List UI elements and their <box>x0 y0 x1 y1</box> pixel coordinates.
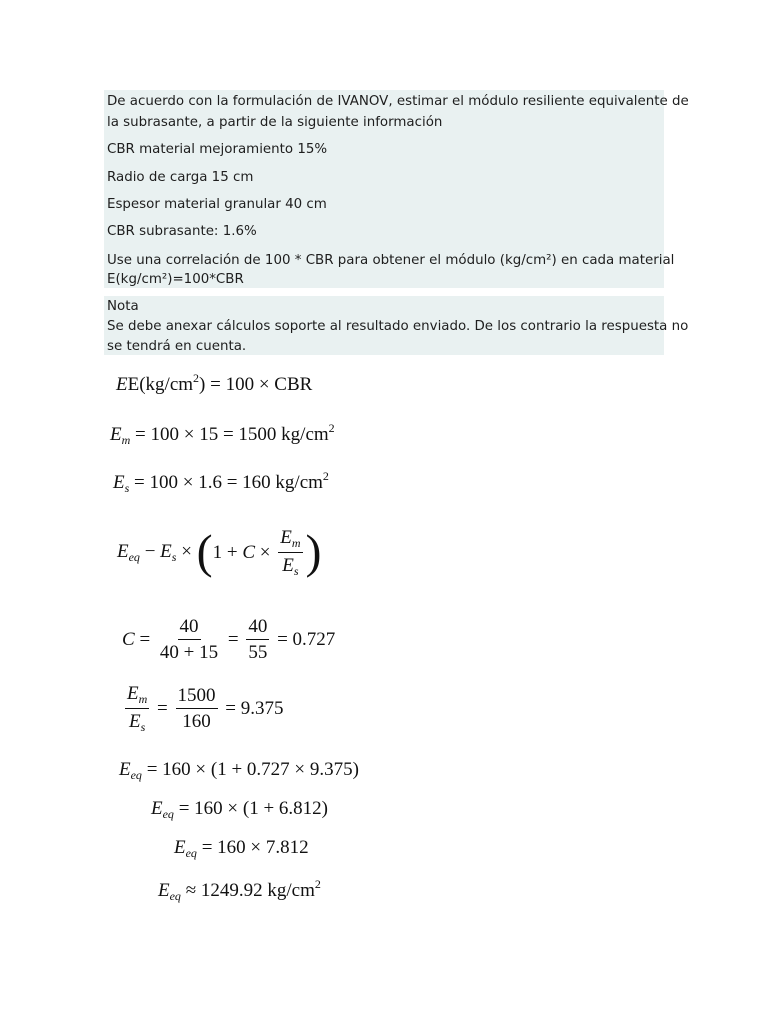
cbr-subrasante: CBR subrasante: 1.6% <box>107 224 257 239</box>
nota-line-1: Se debe anexar cálculos soporte al resultado enviado. De los contrario la respuesta no <box>107 319 689 334</box>
equation-ratio: $\frac{E_m}{E_s}$ = $\frac{1500}{160}$ = 9.375 <box>127 683 284 734</box>
equation-eeq-step-3: $E_{eq} = 160 \times 7.812$ <box>174 837 309 860</box>
equation-eeq-result: $E_{eq} \approx 1249.92$ $kg/cm^2$ <box>158 877 321 903</box>
equation-ivanov: $E_{eq} - E_s \times (1 + C$ × $\frac{E_m}{E_s}$ ) <box>117 525 322 579</box>
nota-line-2: se tendrá en cuenta. <box>107 339 247 354</box>
problem-line-1: De acuerdo con la formulación de IVANOV, estimar el módulo resiliente equivalente de <box>107 94 689 109</box>
equation-c: C = $\frac{40}{40 + 15}$ = $\frac{40}{55}$ = 0.727 <box>122 616 336 663</box>
radio-carga: Radio de carga 15 cm <box>107 170 254 185</box>
equation-em: $E_m = 100 \times 15 = 1500$ $kg/cm^2$ <box>110 421 335 447</box>
nota-label: Nota <box>107 299 139 314</box>
problem-line-2: la subrasante, a partir de la siguiente información <box>107 115 443 130</box>
correlacion-line-2: E(kg/cm²)=100*CBR <box>107 272 244 287</box>
espesor-granular: Espesor material granular 40 cm <box>107 197 327 212</box>
correlacion-line-1: Use una correlación de 100 * CBR para obtener el módulo (kg/cm²) en cada material <box>107 253 675 268</box>
cbr-mejoramiento: CBR material mejoramiento 15% <box>107 142 328 157</box>
equation-modulus-correlation: $EE(kg/cm^2) = 100$ × CBR <box>116 371 313 395</box>
equation-eeq-step-1: $E_{eq} = 160 \times (1 + 0.727 \times 9.375)$ <box>119 759 359 782</box>
equation-eeq-step-2: $E_{eq} = 160 \times (1 + 6.812)$ <box>151 798 328 821</box>
equation-es: $E_s = 100 \times 1.6 = 160$ $kg/cm^2$ <box>113 469 329 495</box>
